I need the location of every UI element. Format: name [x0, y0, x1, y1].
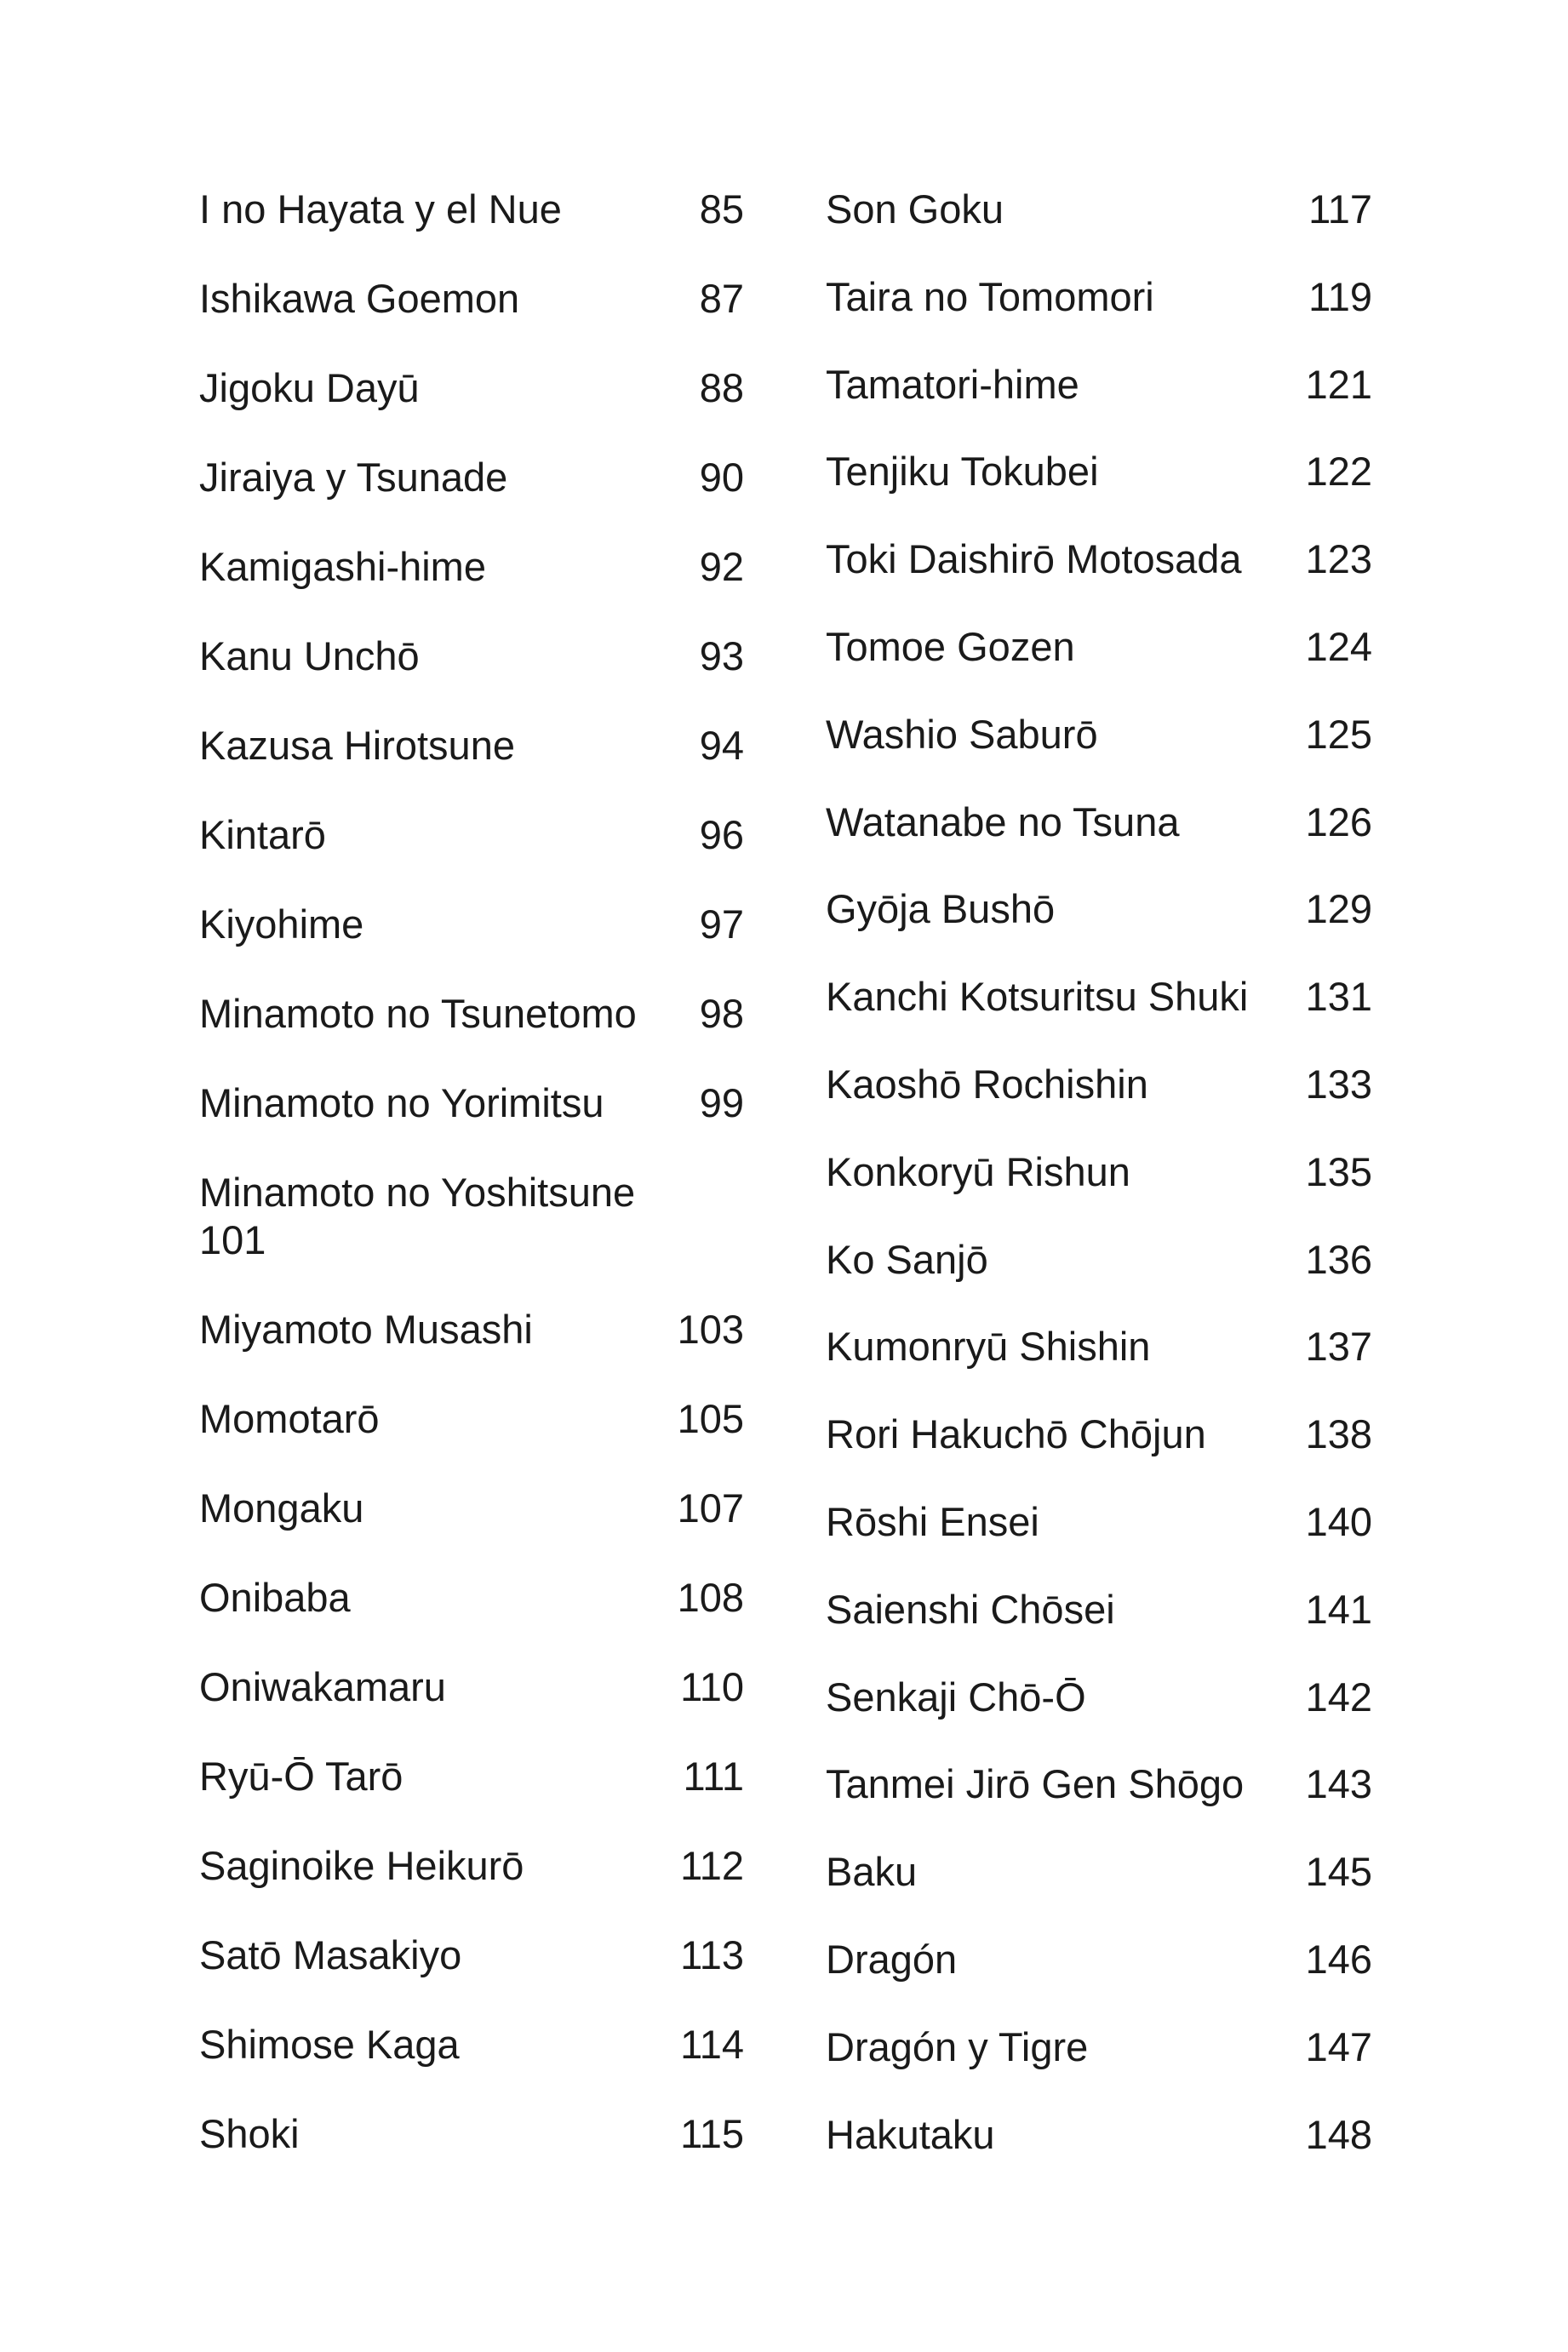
entry-page: 113 [680, 1932, 744, 1977]
toc-entry [199, 632, 744, 722]
entry-page: 129 [1305, 886, 1372, 932]
entry-page: 142 [1305, 1674, 1372, 1720]
toc-entry [199, 186, 744, 275]
entry-page: 107 [677, 1485, 744, 1531]
toc-entry [199, 1663, 744, 1753]
entry-page: 131 [1305, 974, 1372, 1020]
toc-entry [826, 186, 1371, 273]
entry-title: Shimose Kaga [199, 2022, 460, 2067]
toc-entry [826, 1236, 1371, 1324]
entry-page: 124 [1305, 623, 1372, 669]
entry-title: Tamatori-hime [826, 361, 1079, 407]
entry-title: Dragón [826, 1936, 958, 1982]
entry-page: 146 [1305, 1936, 1372, 1982]
entry-page: 122 [1305, 449, 1372, 495]
entry-page: 85 [699, 186, 744, 232]
entry-page: 99 [699, 1080, 744, 1125]
entry-title: Minamoto no Yorimitsu [199, 1080, 604, 1125]
toc-entry [199, 364, 744, 454]
entry-title: Momotarō [199, 1396, 380, 1441]
entry-page: 140 [1305, 1498, 1372, 1544]
entry-title: Ryū-Ō Tarō [199, 1754, 403, 1799]
toc-entry [199, 811, 744, 901]
entry-title: Mongaku [199, 1485, 364, 1531]
toc-entry [199, 1395, 744, 1485]
entry-page: 138 [1305, 1411, 1372, 1457]
toc-entry [826, 1586, 1371, 1674]
entry-page: 111 [683, 1754, 744, 1799]
entry-title: Saginoike Heikurō [199, 1843, 524, 1888]
toc-entry [826, 623, 1371, 711]
entry-page: 119 [1308, 273, 1372, 319]
entry-page: 94 [699, 723, 744, 768]
entry-title: Toki Daishirō Motosada [826, 536, 1242, 582]
entry-page: 110 [680, 1664, 744, 1709]
entry-page: 121 [1305, 361, 1372, 407]
toc-entry [826, 1760, 1371, 1848]
toc-entry [826, 1148, 1371, 1236]
entry-page: 114 [680, 2022, 744, 2067]
entry-title: Miyamoto Musashi [199, 1307, 533, 1352]
toc-entry [826, 2023, 1371, 2111]
toc-entry [199, 2110, 744, 2200]
entry-page: 98 [699, 991, 744, 1036]
entry-page: 103 [677, 1307, 744, 1352]
toc-entry [199, 543, 744, 632]
entry-title: Rori Hakuchō Chōjun [826, 1411, 1206, 1457]
entry-page: 90 [699, 455, 744, 500]
entry-title: Baku [826, 1849, 918, 1895]
toc-entry [199, 2021, 744, 2110]
entry-page: 133 [1305, 1061, 1372, 1107]
entry-title: Washio Saburō [826, 711, 1098, 757]
entry-title: Tomoe Gozen [826, 623, 1075, 669]
toc-entry [826, 1498, 1371, 1586]
entry-title: Oniwakamaru [199, 1664, 446, 1709]
entry-page: 97 [699, 901, 744, 947]
entry-title: Kiyohime [199, 901, 364, 947]
entry-title: Satō Masakiyo [199, 1932, 462, 1977]
entry-title: Saienshi Chōsei [826, 1586, 1115, 1632]
entry-title: Kamigashi-hime [199, 544, 486, 589]
toc-entry [826, 711, 1371, 798]
toc-entry [199, 990, 744, 1079]
entry-title: Konkoryū Rishun [826, 1148, 1130, 1194]
toc-entry [826, 535, 1371, 623]
entry-page: 137 [1305, 1324, 1372, 1370]
entry-page: 123 [1305, 536, 1372, 582]
entry-page: 148 [1305, 2111, 1372, 2157]
entry-title: Minamoto no Tsunetomo [199, 991, 637, 1036]
toc-entry [826, 1061, 1371, 1148]
entry-page: 87 [699, 276, 744, 321]
toc-entry [199, 275, 744, 364]
entry-page: 105 [677, 1396, 744, 1441]
toc-entry [826, 1936, 1371, 2023]
entry-title: Jiraiya y Tsunade [199, 455, 508, 500]
entry-page: 141 [1305, 1586, 1372, 1632]
toc-entry [199, 1169, 744, 1306]
toc-entry [826, 1674, 1371, 1761]
toc-entry [826, 1411, 1371, 1498]
entry-page: 101 [199, 1217, 266, 1262]
toc-entry [826, 273, 1371, 361]
entry-page: 96 [699, 812, 744, 857]
entry-title: Shoki [199, 2111, 300, 2156]
entry-page: 125 [1305, 711, 1372, 757]
entry-title: Kanu Unchō [199, 633, 420, 678]
entry-title: Tanmei Jirō Gen Shōgo [826, 1761, 1245, 1807]
entry-title: Son Goku [826, 186, 1004, 232]
toc-entry [199, 1931, 744, 2021]
entry-title: Onibaba [199, 1575, 351, 1620]
entry-title: Kumonryū Shishin [826, 1324, 1151, 1370]
entry-title: Tenjiku Tokubei [826, 449, 1099, 495]
entry-title: Taira no Tomomori [826, 273, 1154, 319]
toc-entry [826, 361, 1371, 449]
entry-title: Gyōja Bushō [826, 886, 1056, 932]
entry-title: Minamoto no Yoshitsune [199, 1170, 636, 1215]
toc-entry [199, 901, 744, 990]
entry-title: Kaoshō Rochishin [826, 1061, 1148, 1107]
toc-entry [826, 1848, 1371, 1936]
entry-page: 88 [699, 365, 744, 410]
toc-entry [199, 1079, 744, 1169]
entry-title: Rōshi Ensei [826, 1498, 1039, 1544]
entry-page: 112 [680, 1843, 744, 1888]
toc-entry [826, 798, 1371, 886]
entry-title: Ishikawa Goemon [199, 276, 520, 321]
toc-entry [826, 2111, 1371, 2199]
toc-entry [826, 1323, 1371, 1411]
entry-page: 135 [1305, 1148, 1372, 1194]
entry-title: Kintarō [199, 812, 326, 857]
toc-entry [199, 454, 744, 543]
toc-column-right [826, 186, 1371, 2198]
entry-page: 145 [1305, 1849, 1372, 1895]
entry-title: Jigoku Dayū [199, 365, 420, 410]
toc-entry [826, 885, 1371, 973]
toc-entry [826, 973, 1371, 1061]
entry-page: 117 [1308, 186, 1372, 232]
entry-page: 147 [1305, 2023, 1372, 2069]
toc-entry [199, 1485, 744, 1574]
toc-entry [199, 1574, 744, 1663]
entry-title: I no Hayata y el Nue [199, 186, 562, 232]
toc-entry [199, 1842, 744, 1931]
toc-entry [826, 448, 1371, 535]
entry-page: 126 [1305, 798, 1372, 844]
entry-page: 92 [699, 544, 744, 589]
entry-title: Kazusa Hirotsune [199, 723, 515, 768]
entry-page: 143 [1305, 1761, 1372, 1807]
entry-page: 108 [677, 1575, 744, 1620]
entry-title: Kanchi Kotsuritsu Shuki [826, 974, 1249, 1020]
entry-page: 136 [1305, 1236, 1372, 1282]
entry-title: Dragón y Tigre [826, 2023, 1089, 2069]
entry-page: 115 [680, 2111, 744, 2156]
entry-page: 93 [699, 633, 744, 678]
toc-column-left [199, 186, 744, 2200]
entry-title: Ko Sanjō [826, 1236, 988, 1282]
entry-title: Senkaji Chō-Ō [826, 1674, 1086, 1720]
toc-entry [199, 722, 744, 811]
toc-entry [199, 1753, 744, 1842]
entry-title: Hakutaku [826, 2111, 995, 2157]
entry-title: Watanabe no Tsuna [826, 798, 1180, 844]
toc-entry [199, 1306, 744, 1395]
